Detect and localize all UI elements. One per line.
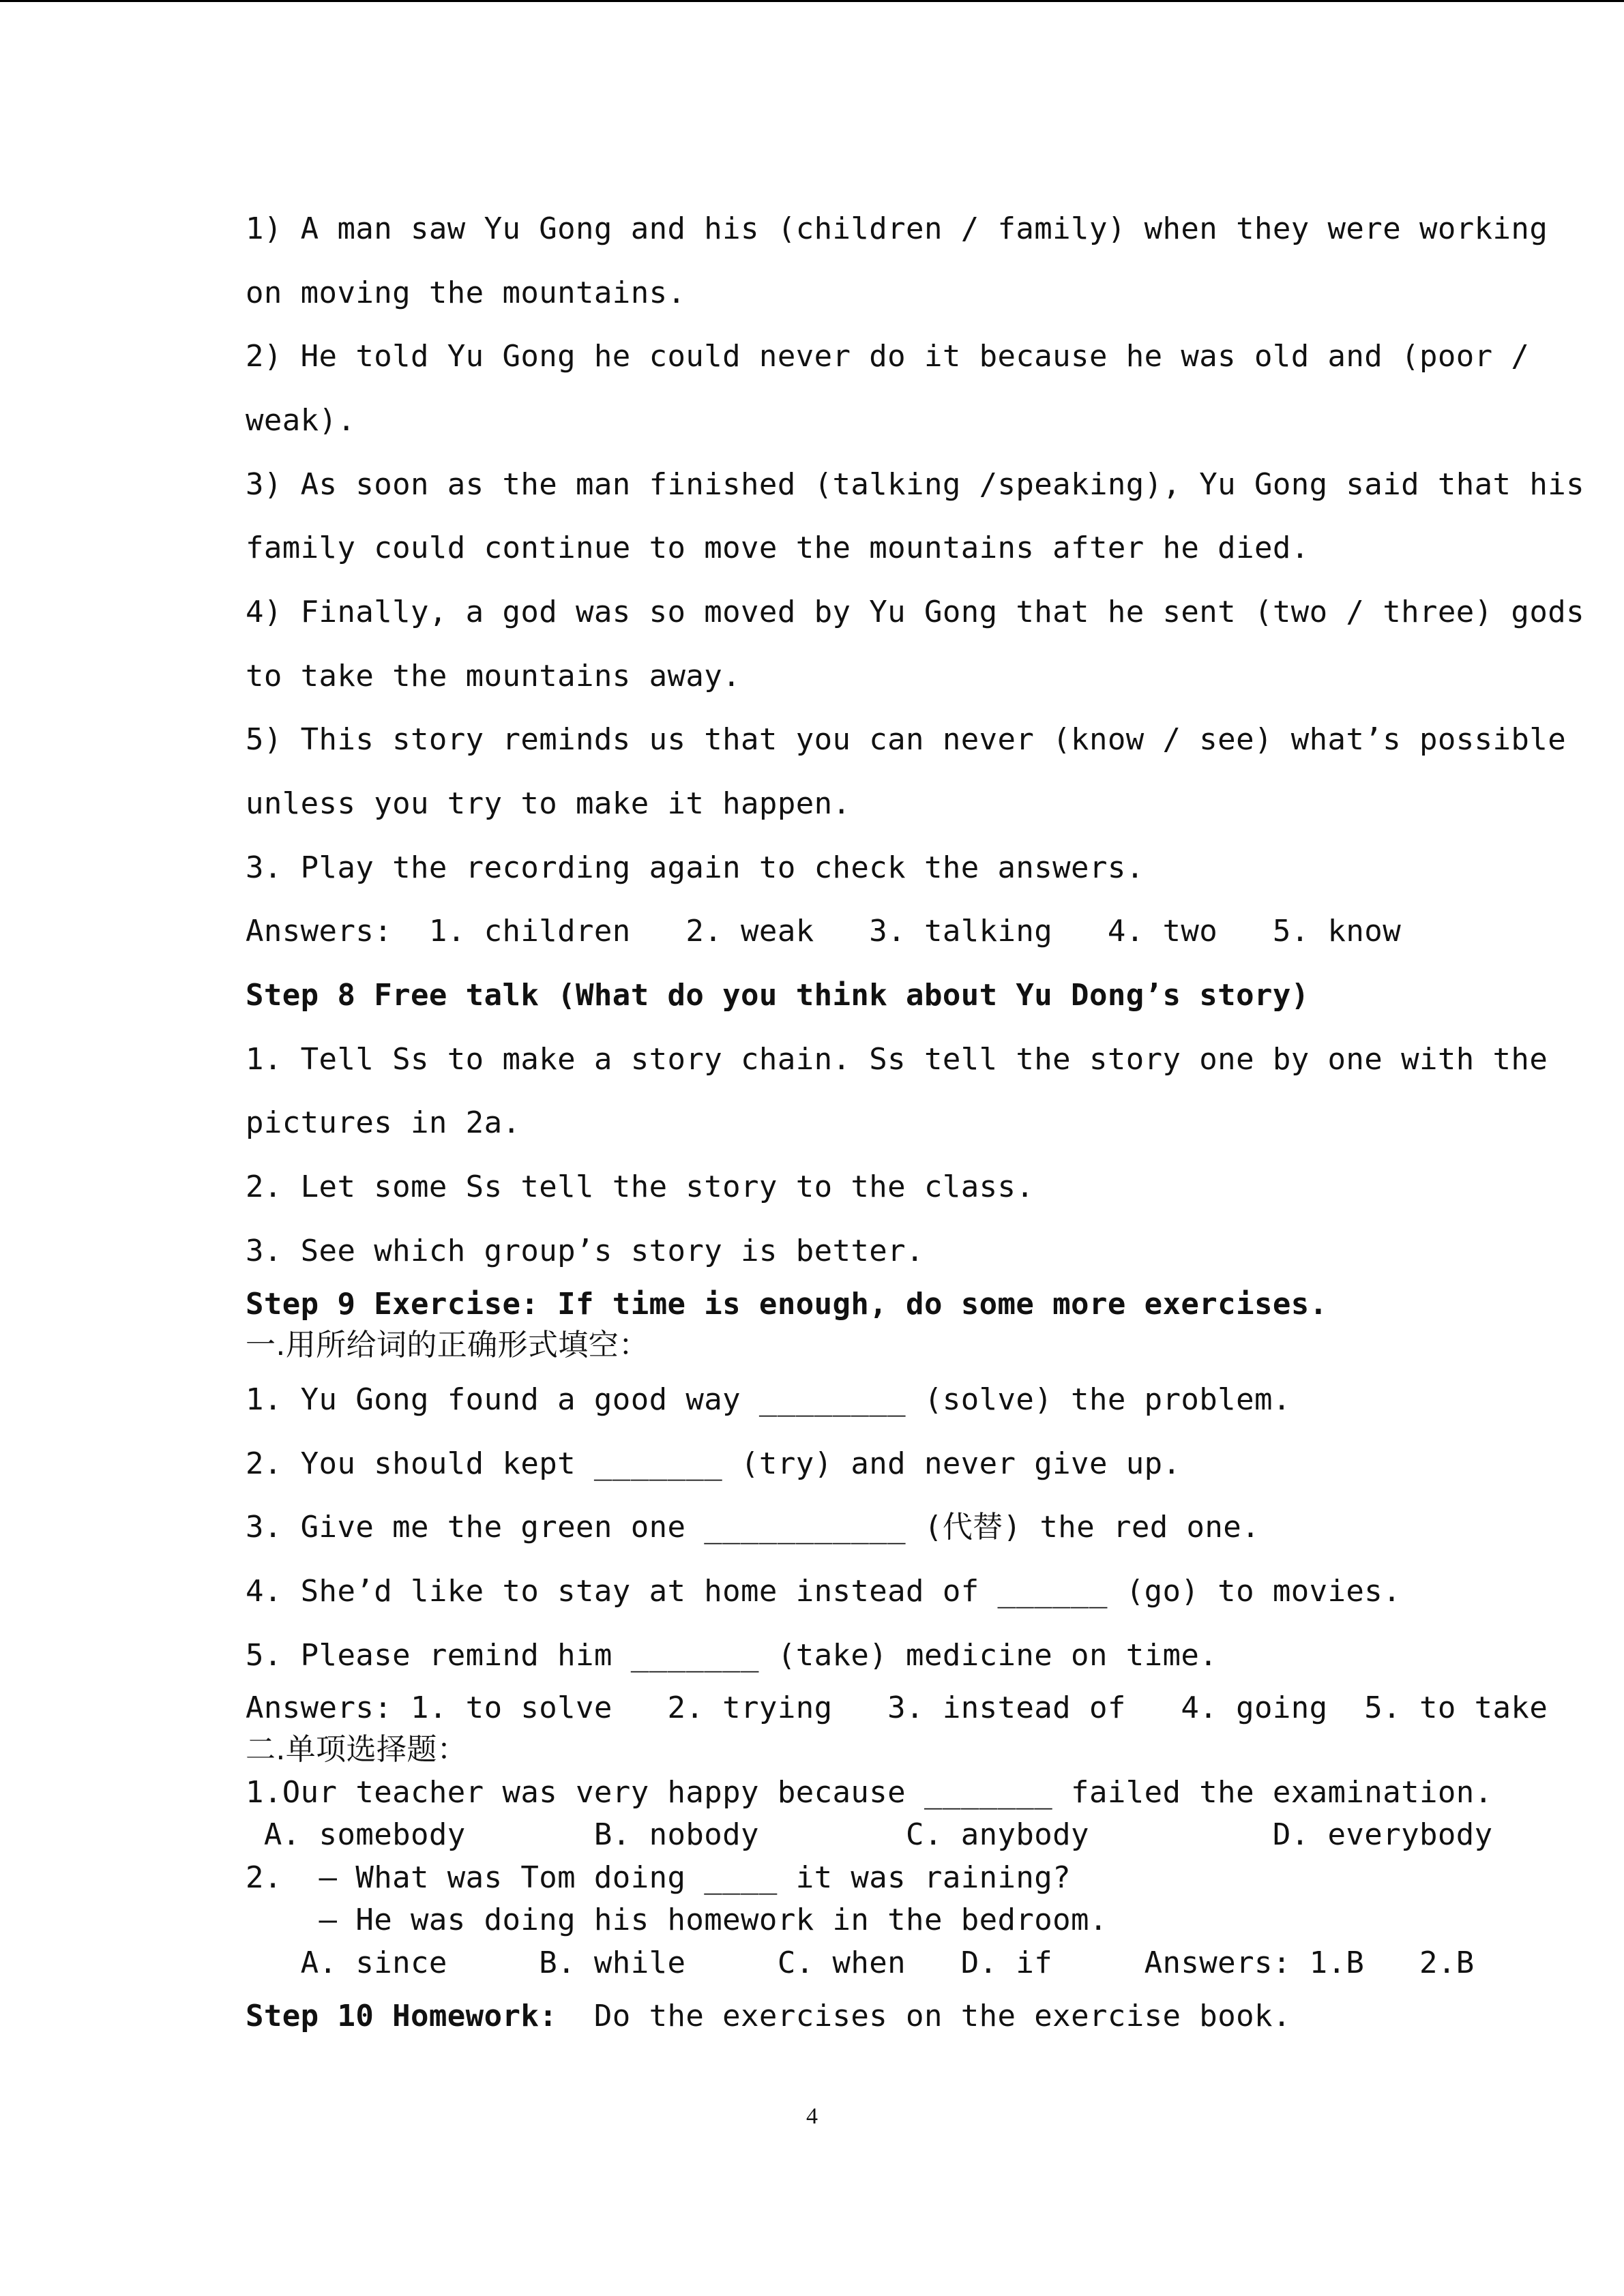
- step8-line: 1. Tell Ss to make a story chain. Ss tell the story one by one with the: [246, 1042, 1548, 1077]
- exercise-line: unless you try to make it happen.: [246, 786, 851, 821]
- exercise-line: family could continue to move the mountains after he died.: [246, 531, 1310, 565]
- question-1: 1.Our teacher was very happy because _______ failed the examination.: [246, 1775, 1493, 1810]
- question-2: 2. — What was Tom doing ____ it was raining?: [246, 1860, 1072, 1895]
- question-2-reply: — He was doing his homework in the bedroom.: [246, 1903, 1108, 1937]
- step9-heading: Step 9 Exercise: If time is enough, do some more exercises.: [246, 1287, 1328, 1322]
- step10-line: [246, 1999, 1291, 2034]
- exercise-line: 2) He told Yu Gong he could never do it because he was old and (poor /: [246, 339, 1530, 374]
- fill-blank-item: 4. She’d like to stay at home instead of ______ (go) to movies.: [246, 1574, 1402, 1609]
- exercise-line: to take the mountains away.: [246, 659, 741, 694]
- step8-line: 2. Let some Ss tell the story to the class.: [246, 1169, 1035, 1204]
- exercise-line: 1) A man saw Yu Gong and his (children / family) when they were working: [246, 211, 1548, 246]
- exercise-line: weak).: [246, 403, 356, 438]
- part1-title: 一.用所给词的正确形式填空：: [246, 1328, 649, 1362]
- exercise-line: 4) Finally, a god was so moved by Yu Gong that he sent (two / three) gods: [246, 595, 1584, 629]
- instruction-line: 3. Play the recording again to check the answers.: [246, 850, 1145, 885]
- step10-heading: Step 10 Homework:: [246, 1999, 558, 2033]
- fill-blank-item: 1. Yu Gong found a good way ________ (solve) the problem.: [246, 1382, 1291, 1417]
- top-border-line: [0, 0, 1624, 2]
- fill-blank-item: 2. You should kept _______ (try) and never give up.: [246, 1446, 1181, 1481]
- part2-title: 二.单项选择题：: [246, 1732, 468, 1767]
- exercise-line: 3) As soon as the man finished (talking /speaking), Yu Gong said that his: [246, 467, 1584, 502]
- step8-line: 3. See which group’s story is better.: [246, 1234, 924, 1268]
- question-2-options: A. since B. while C. when D. if Answers: 1.B 2.B: [246, 1945, 1475, 1980]
- page-number: 4: [806, 2104, 818, 2129]
- question-1-options: A. somebody B. nobody C. anybody D. everybody: [246, 1817, 1493, 1852]
- fill-blank-item: 3. Give me the green one ___________ (代替) the red one.: [246, 1510, 1260, 1545]
- fill-blank-item: 5. Please remind him _______ (take) medicine on time.: [246, 1638, 1218, 1673]
- exercise-line: 5) This story reminds us that you can never (know / see) what’s possible: [246, 722, 1567, 757]
- step8-line: pictures in 2a.: [246, 1105, 521, 1140]
- exercise-line: on moving the mountains.: [246, 275, 686, 310]
- step8-heading: Step 8 Free talk (What do you think about Yu Dong’s story): [246, 978, 1310, 1013]
- step10-text: Do the exercises on the exercise book.: [557, 1999, 1291, 2033]
- part1-answers: Answers: 1. to solve 2. trying 3. instead of 4. going 5. to take: [246, 1690, 1548, 1725]
- answers-line: Answers: 1. children 2. weak 3. talking 4. two 5. know: [246, 914, 1402, 949]
